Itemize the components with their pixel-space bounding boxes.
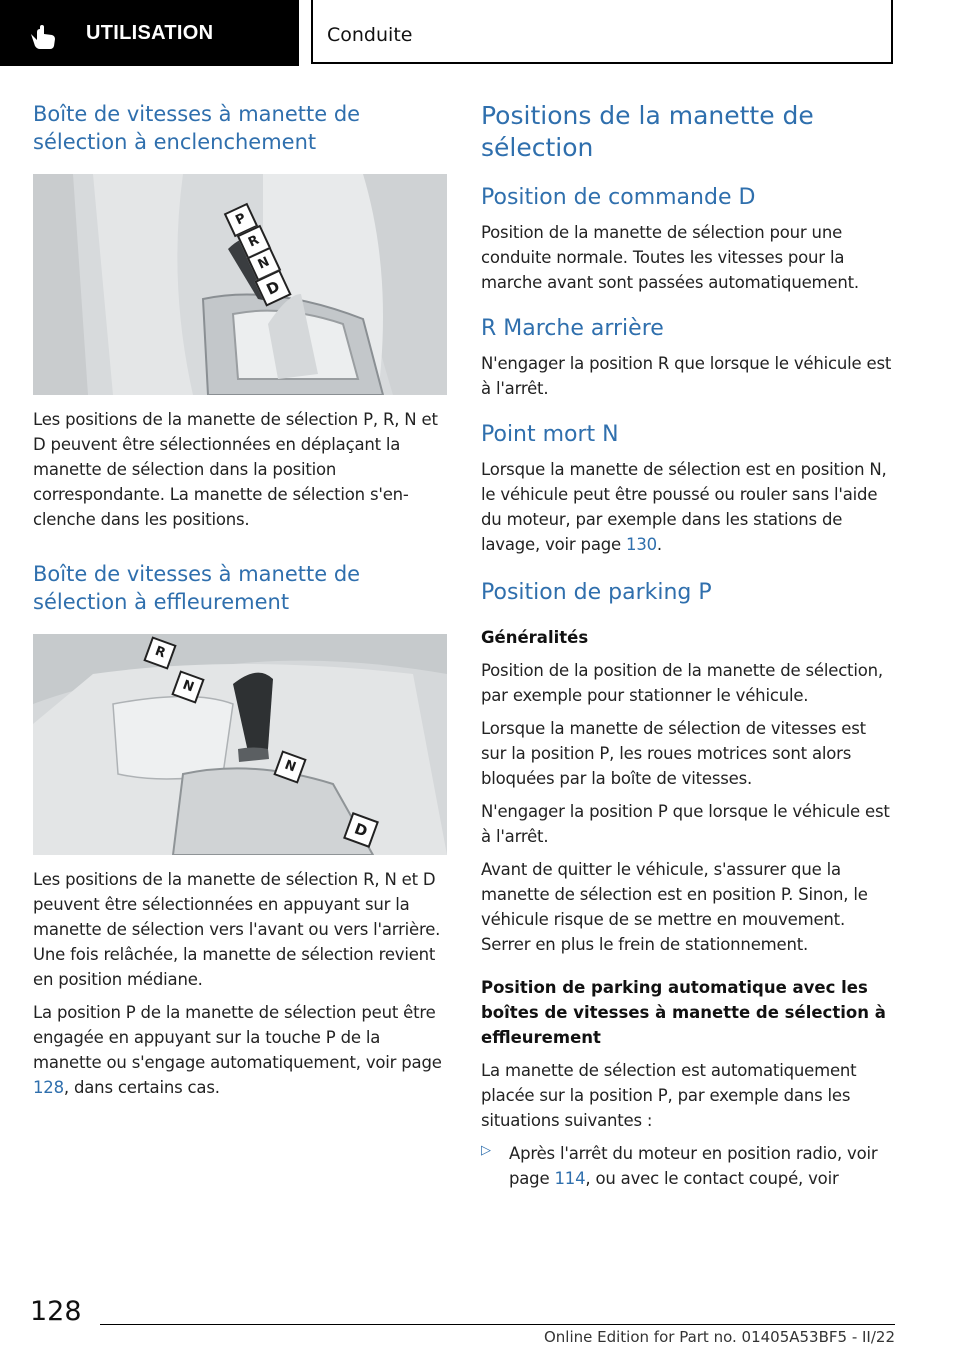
section-label: UTILISATION [86, 22, 214, 44]
chapter-title: Conduite [327, 24, 413, 46]
paragraph-general-1: Position de la position de la manette de sélection, par exemple pour stationner le véhicule. [481, 661, 883, 705]
text-span: Après l'arrêt du moteur en position radio, voir page [509, 1144, 878, 1188]
hand-pointer-icon [28, 24, 58, 50]
heading-generalites: Généralités [481, 628, 589, 647]
figure-touch-shifter [33, 634, 447, 855]
paragraph-position-r: N'engager la position R que lorsque le véhicule est à l'arrêt. [481, 354, 892, 398]
text-span: , dans certains cas. [63, 1078, 220, 1097]
right-column [481, 100, 895, 1191]
heading-shifter-effleurement: Boîte de vitesses à manette de sélection à effleurement [33, 562, 361, 614]
footer-edition: Online Edition for Part no. 01405A53BF5 - II/22 [543, 1328, 895, 1346]
gear-label-p: P [224, 203, 259, 238]
page-link-114[interactable]: 114 [554, 1169, 586, 1188]
paragraph-general-2: Lorsque la manette de sélection de vitesses est sur la position P, les roues motrices sont alors bloquées par la boîte de vitesses. [481, 719, 866, 788]
paragraph-position-n [481, 457, 895, 557]
paragraph-auto-parking: La manette de sélection est automatiquement placée sur la position P, par exemple dans les situations suivantes : [481, 1061, 857, 1130]
paragraph-enclenchement: Les positions de la manette de sélection P, R, N et D peuvent être sélectionnées en déplaçant la manette de sélection dans la position correspondante. La manette de sélection s'enclenche dans les positions. [33, 410, 438, 529]
text-span: . [656, 535, 662, 554]
paragraph-position-p [33, 1000, 447, 1100]
text-span: La position P de la manette de sélection peut être engagée en appuyant sur la touche P de la manette ou s'engage automatiquement, voir page [33, 1003, 442, 1072]
gear-label-d: D [254, 269, 291, 306]
page-number: 128 [30, 1296, 82, 1327]
page-link-128[interactable]: 128 [33, 1078, 64, 1097]
gear-label-n2: N [171, 670, 204, 703]
heading-position-d: Position de commande D [481, 185, 756, 210]
gear-label-r: R [237, 225, 272, 260]
text-span: , ou avec le contact coupé, voir [585, 1169, 839, 1188]
heading-auto-parking: Position de parking automatique avec les boîtes de vitesses à manette de sélection à effleurement [481, 978, 886, 1047]
gear-label-n3: N [273, 750, 306, 783]
paragraph-effleurement: Les positions de la manette de sélection R, N et D peuvent être sélectionnées en appuyant sur la manette de sélection vers l'avant ou vers l'arrière. Une fois relâchée, la manette de sélection revient en position médiane. [33, 870, 441, 989]
paragraph-position-d: Position de la manette de sélection pour une conduite normale. Toutes les vitesses pour la marche avant sont passées automatiquement. [481, 223, 859, 292]
bullet-text [509, 1141, 895, 1191]
chapter-header [311, 0, 893, 64]
paragraph-general-3: N'engager la position P que lorsque le véhicule est à l'arrêt. [481, 802, 890, 846]
list-item [481, 1141, 895, 1191]
gear-label-r2: R [143, 636, 176, 669]
text-span: Lorsque la manette de sélection est en position N, le véhicule peut être poussé ou rouler sans l'aide du moteur, par exemple dans les stations de lavage, voir page [481, 460, 887, 554]
heading-position-r: R Marche arrière [481, 316, 664, 341]
left-column [33, 100, 447, 1100]
triangle-bullet-icon: ▷ [481, 1143, 491, 1158]
figure-shift-lever-gate [33, 174, 447, 395]
heading-position-p: Position de parking P [481, 580, 712, 605]
console-illustration-2 [33, 634, 447, 855]
gear-label-d2: D [343, 812, 379, 848]
heading-positions: Positions de la manette de sélection [481, 101, 814, 162]
gear-label-n: N [247, 247, 282, 282]
page-link-130[interactable]: 130 [626, 535, 657, 554]
heading-position-n: Point mort N [481, 422, 619, 447]
heading-shifter-enclenchement: Boîte de vitesses à manette de sélection à enclenchement [33, 102, 361, 154]
footer-divider [100, 1324, 895, 1325]
paragraph-general-4: Avant de quitter le véhicule, s'assurer que la manette de sélection est en position P. Sinon, le véhicule risque de se mettre en mouvement. Serrer en plus le frein de stationnement. [481, 860, 868, 954]
section-tab [0, 0, 299, 66]
